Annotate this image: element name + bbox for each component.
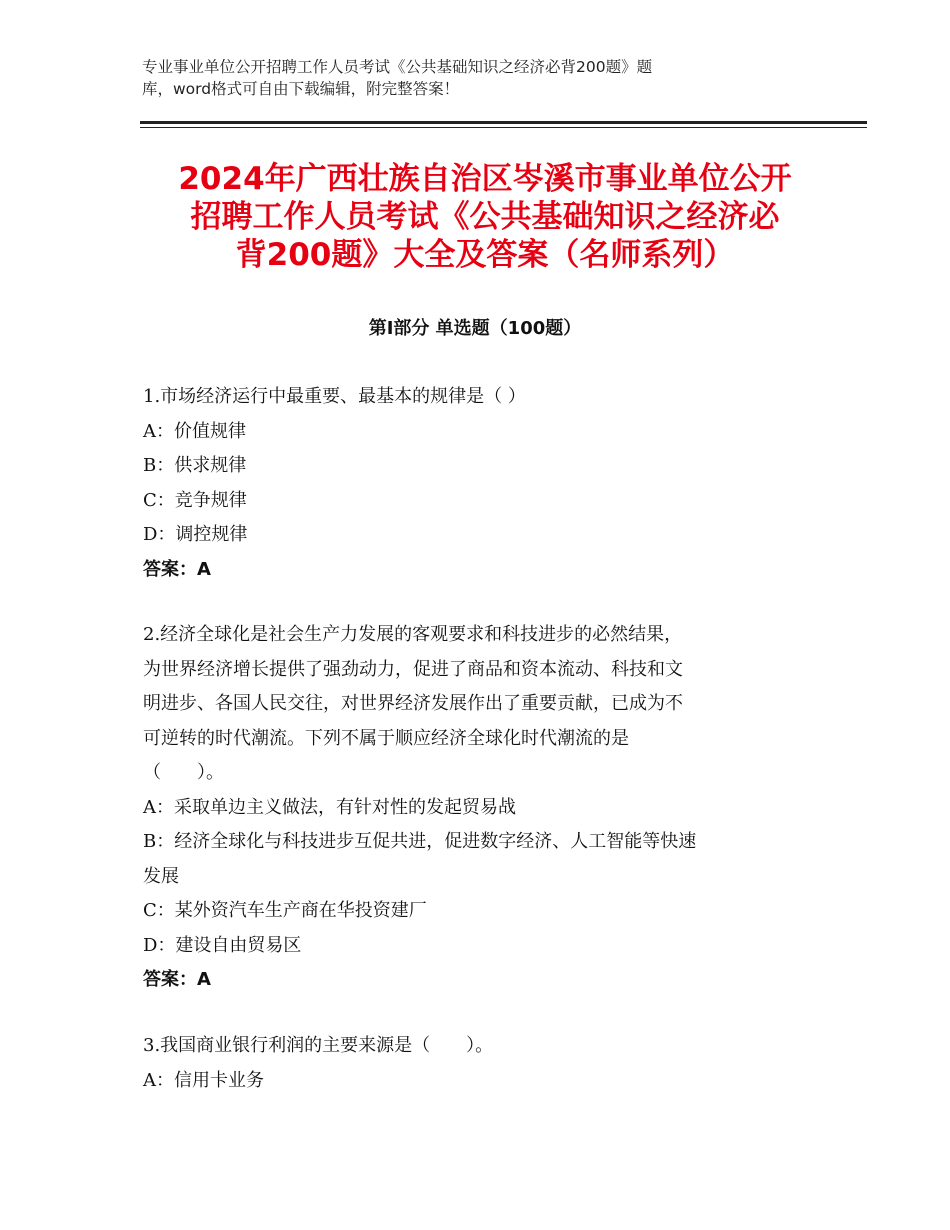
question-1 <box>143 380 808 587</box>
answer-label: 答案：A <box>143 969 211 990</box>
option-a: A：信用卡业务 <box>143 1069 264 1091</box>
header-note <box>142 56 782 100</box>
question-stem-line: （ ）。 <box>143 762 224 783</box>
option-b: B：供求规律 <box>143 455 247 476</box>
header-note-line: 库，word格式可自由下载编辑，附完整答案！ <box>142 80 460 98</box>
header-rule-thick <box>140 121 867 124</box>
question-stem: 3.我国商业银行利润的主要来源是（ ）。 <box>143 1035 494 1056</box>
question-stem-line: 为世界经济增长提供了强劲动力，促进了商品和资本流动、科技和文 <box>143 658 683 680</box>
option-a: A：采取单边主义做法，有针对性的发起贸易战 <box>143 796 516 818</box>
question-3 <box>143 1029 808 1098</box>
question-stem-line: 可逆转的时代潮流。下列不属于顺应经济全球化时代潮流的是 <box>143 727 629 749</box>
header-rule-thin <box>140 127 867 128</box>
title-line: 2024年广西壮族自治区岑溪市事业单位公开 <box>178 161 792 197</box>
title-line: 背200题》大全及答案（名师系列） <box>235 237 735 273</box>
title-line: 招聘工作人员考试《公共基础知识之经济必 <box>190 199 780 235</box>
option-d: D：建设自由贸易区 <box>143 934 302 956</box>
answer-label: 答案：A <box>143 558 211 580</box>
section-heading: 第Ⅰ部分 单选题（100题） <box>368 318 582 339</box>
document-title <box>140 160 830 274</box>
question-stem-line: 2.经济全球化是社会生产力发展的客观要求和科技进步的必然结果， <box>143 624 683 645</box>
header-note-line: 专业事业单位公开招聘工作人员考试《公共基础知识之经济必背200题》题 <box>142 58 653 76</box>
option-b-continued: 发展 <box>143 865 179 887</box>
option-c: C：竞争规律 <box>143 489 247 511</box>
question-2 <box>143 618 808 998</box>
option-a: A：价值规律 <box>143 420 246 442</box>
option-d: D：调控规律 <box>143 524 248 545</box>
question-stem: 1.市场经济运行中最重要、最基本的规律是（ ） <box>143 386 526 407</box>
question-stem-line: 明进步、各国人民交往，对世界经济发展作出了重要贡献，已成为不 <box>143 693 683 714</box>
option-b: B：经济全球化与科技进步互促共进，促进数字经济、人工智能等快速 <box>143 831 697 852</box>
option-c: C：某外资汽车生产商在华投资建厂 <box>143 900 427 921</box>
